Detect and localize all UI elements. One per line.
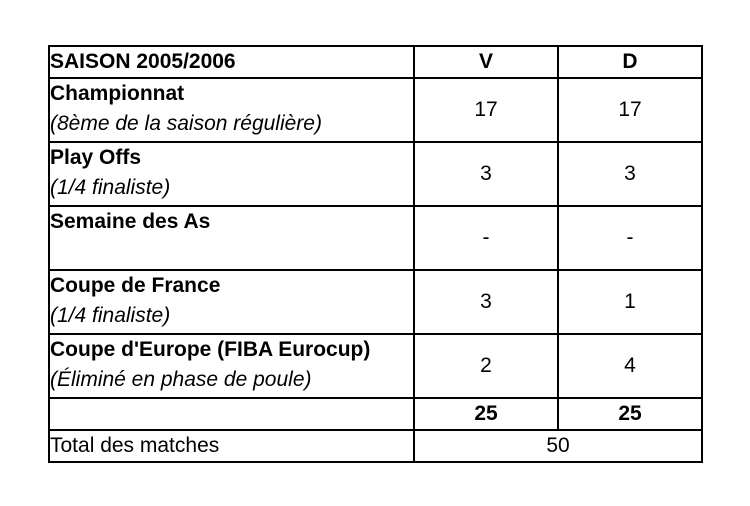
- defeats-cell: 3: [558, 142, 702, 206]
- table-row: [49, 142, 702, 206]
- competition-note: (1/4 finaliste): [50, 176, 171, 199]
- season-stats-table: [48, 45, 703, 463]
- table-row: [49, 270, 702, 334]
- competition-cell: [49, 270, 414, 334]
- competition-cell: [49, 206, 414, 270]
- col-header-victories: V: [414, 46, 558, 78]
- victories-cell: 3: [414, 142, 558, 206]
- table-row: [49, 206, 702, 270]
- competition-note: (Éliminé en phase de poule): [50, 368, 312, 391]
- defeats-cell: 17: [558, 78, 702, 142]
- total-label: Total des matches: [49, 430, 414, 462]
- competition-note: [50, 237, 413, 267]
- defeats-cell: 4: [558, 334, 702, 398]
- competition-name: Coupe de France: [50, 274, 221, 297]
- competition-name: Play Offs: [50, 146, 142, 169]
- total-row: [49, 430, 702, 462]
- competition-note: (8ème de la saison régulière): [50, 112, 322, 135]
- victories-cell: 3: [414, 270, 558, 334]
- defeats-cell: 1: [558, 270, 702, 334]
- header-row: [49, 46, 702, 78]
- victories-cell: 2: [414, 334, 558, 398]
- table-row: [49, 334, 702, 398]
- table-row: [49, 78, 702, 142]
- sum-label-cell: [49, 398, 414, 430]
- competition-name: Semaine des As: [50, 210, 211, 233]
- victories-cell: -: [414, 206, 558, 270]
- competition-cell: [49, 78, 414, 142]
- victories-cell: 17: [414, 78, 558, 142]
- sum-victories: 25: [414, 398, 558, 430]
- defeats-cell: -: [558, 206, 702, 270]
- total-value: 50: [414, 430, 702, 462]
- competition-name: Coupe d'Europe (FIBA Eurocup): [50, 338, 371, 361]
- competition-name: Championnat: [50, 82, 185, 105]
- sum-row: [49, 398, 702, 430]
- col-header-defeats: D: [558, 46, 702, 78]
- competition-note: (1/4 finaliste): [50, 304, 171, 327]
- competition-cell: [49, 142, 414, 206]
- sum-defeats: 25: [558, 398, 702, 430]
- season-title: SAISON 2005/2006: [49, 46, 414, 78]
- competition-cell: [49, 334, 414, 398]
